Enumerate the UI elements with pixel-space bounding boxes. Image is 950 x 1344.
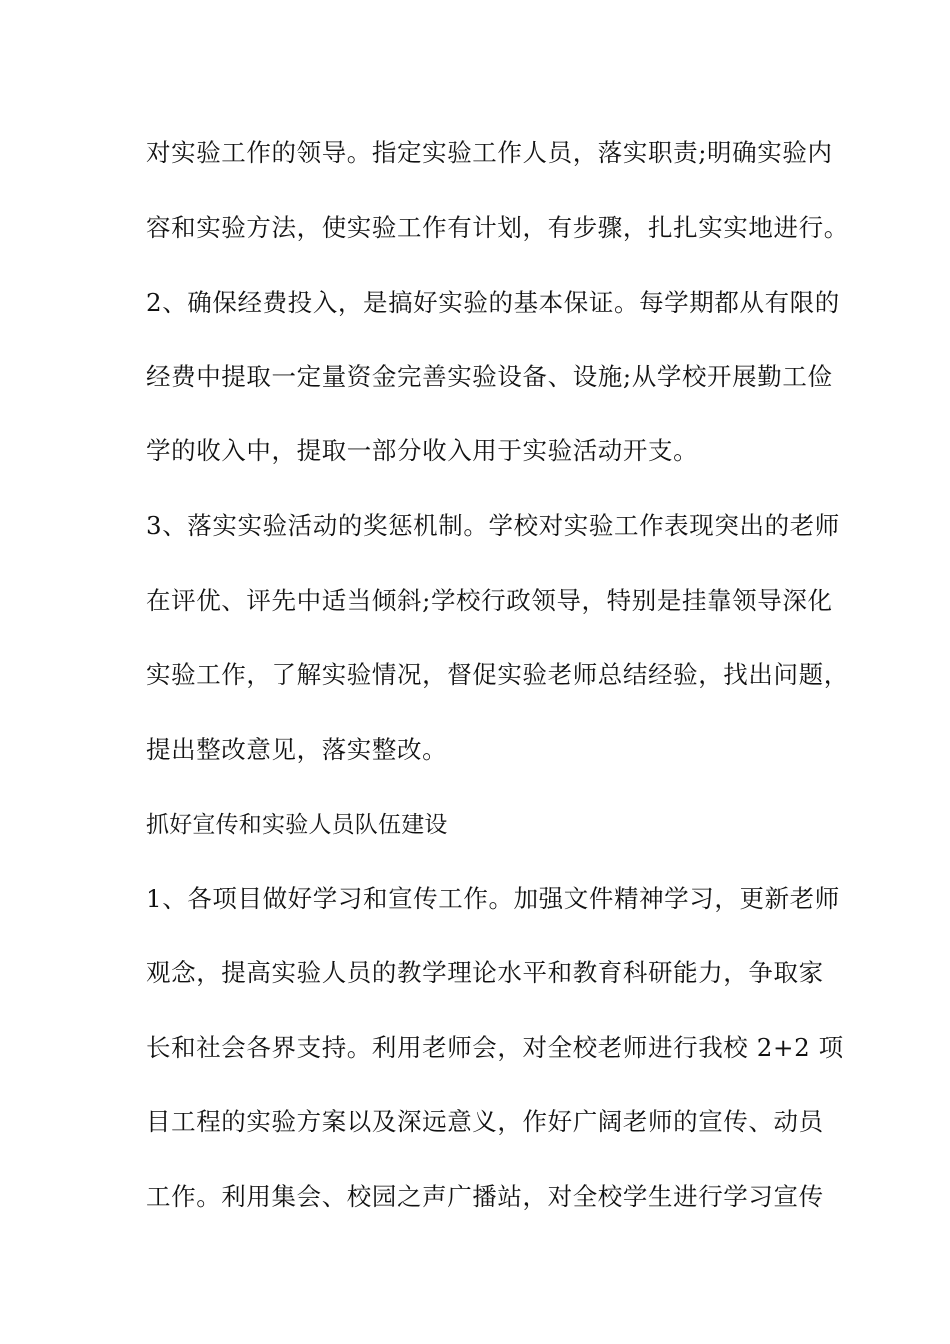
text-line-5: 学的收入中，提取一部分收入用于实验活动开支。 — [146, 436, 699, 465]
section-heading: 抓好宣传和实验人员队伍建设 — [146, 812, 448, 838]
text-line-8: 实验工作，了解实验情况，督促实验老师总结经验，找出问题， — [146, 660, 849, 689]
text-line-2: 容和实验方法，使实验工作有计划，有步骤，扎扎实实地进行。 — [146, 213, 849, 242]
text-line-14: 目工程的实验方案以及深远意义，作好广阔老师的宣传、动员 — [146, 1107, 824, 1136]
text-line-6: 3、落实实验活动的奖惩机制。学校对实验工作表现突出的老师 — [146, 511, 840, 540]
text-line-13: 长和社会各界支持。利用老师会，对全校老师进行我校 2+2 项 — [146, 1033, 844, 1062]
text-line-12: 观念，提高实验人员的教学理论水平和教育科研能力，争取家 — [146, 958, 824, 987]
text-line-3: 2、确保经费投入，是搞好实验的基本保证。每学期都从有限的 — [146, 288, 840, 317]
text-line-9: 提出整改意见，落实整改。 — [146, 735, 448, 764]
text-line-7: 在评优、评先中适当倾斜;学校行政领导，特别是挂靠领导深化 — [146, 586, 833, 615]
text-line-4: 经费中提取一定量资金完善实验设备、设施;从学校开展勤工俭 — [146, 362, 833, 391]
text-line-15: 工作。利用集会、校园之声广播站，对全校学生进行学习宣传 — [146, 1182, 824, 1211]
text-line-11: 1、各项目做好学习和宣传工作。加强文件精神学习，更新老师 — [146, 884, 840, 913]
text-line-1: 对实验工作的领导。指定实验工作人员，落实职责;明确实验内 — [146, 138, 833, 167]
